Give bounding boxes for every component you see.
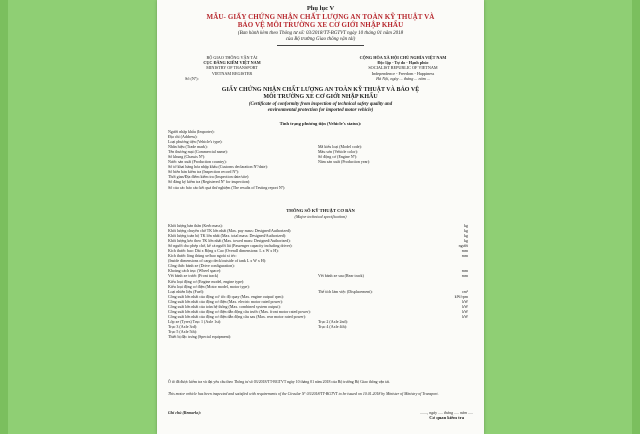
form-row-label: Khối lượng chuyên chở TK lớn nhất (Max. pay mass: Designed/Authorized):: [168, 228, 292, 234]
form-row-label: Nước sản xuất (Production country):: [168, 159, 227, 165]
form-row-label: Số đăng ký kiểm tra (Registered Nº for inspection):: [168, 179, 251, 185]
signature-block: [420, 410, 473, 420]
header-left-block: [167, 55, 297, 81]
remarks-label: Ghi chú (Remarks):: [168, 410, 202, 415]
certificate-title-en: [165, 102, 476, 114]
form-row-label: Số người cho phép chở, kể cả người lái (Passenger capacity including driver):: [168, 243, 293, 249]
form-row-unit: mm: [461, 253, 468, 259]
document-title-line2: BẢO VỆ MÔI TRƯỜNG XE CƠ GIỚI NHẬP KHẨU: [237, 21, 404, 29]
form-row-unit: kW: [462, 313, 468, 319]
certificate-title-line1: GIẤY CHỨNG NHẬN CHẤT LƯỢNG AN TOÀN KỸ THUẬT VÀ BẢO VỆ: [221, 87, 420, 93]
form-row-label: Công suất lớn nhất của động cơ điện (Max. electric motor rated power):: [168, 298, 283, 304]
form-row: [168, 185, 468, 190]
inspection-note-vi: Ô tô đã được kiểm tra và đạt yêu cầu theo Thông tư số 03/2018/TT-BGTVT ngày 10 tháng 01 năm 2018 của Bộ trưởng Bộ Giao thông vận tải.: [168, 380, 391, 384]
form-row-label: Số tờ khai hàng hóa nhập khẩu (Customs declaration Nº/date):: [168, 164, 268, 170]
spec-section-subheading: (Major technical specification): [294, 214, 347, 219]
spec-section-heading: THÔNG SỐ KỸ THUẬT CƠ BẢN: [286, 208, 355, 213]
status-rows: [168, 129, 468, 190]
issued-by-line1: (Ban hành kèm theo Thông tư số: 03/2018/TT-BGTVT ngày 10 tháng 01 năm 2018: [237, 31, 404, 36]
footer-signature: [168, 410, 473, 420]
republic-name-en: SOCIALIST REPUBLIC OF VIETNAM: [368, 65, 438, 71]
form-row-label: Kiểu loại động cơ (Engine model, engine type):: [168, 278, 245, 284]
issued-by-line2: của Bộ trưởng Giao thông vận tải): [285, 37, 356, 42]
form-row-label: Địa chỉ (Address):: [168, 134, 198, 140]
form-row-label-secondary: Mã kiểu loại (Model code):: [318, 144, 362, 150]
national-motto-en: Independence - Freedom - Happiness: [371, 70, 435, 76]
form-row-unit: cm³: [461, 288, 468, 294]
form-row-label-secondary: Số động cơ (Engine Nº):: [318, 154, 358, 160]
form-row-label-secondary: Vết bánh xe sau (Rear track): [318, 273, 364, 279]
header-right-block: [333, 55, 473, 81]
form-row-unit: mm: [461, 248, 468, 254]
form-row-label: Số khung (Chassis Nº):: [168, 154, 206, 160]
form-row-label: Công thức bánh xe (Drive configuration):: [168, 263, 235, 269]
form-row-label: Thời gian/Địa điểm kiểm tra (Inspection date/site):: [168, 174, 250, 180]
form-row-label: Thiết bị đặc trưng (Special equipment):: [168, 334, 232, 340]
form-row-unit: kW/rpm: [454, 293, 468, 299]
background-edge-right: [632, 0, 640, 434]
form-row-label: Công suất lớn nhất của động cơ/ tốc độ quay (Max. engine output/ rpm):: [168, 293, 284, 299]
national-motto: Độc lập - Tự do - Hạnh phúc: [377, 60, 429, 66]
form-row-label: Lốp xe (Tyres) Trục 1 (Axle 1st):: [168, 318, 222, 324]
background-edge-left: [0, 0, 8, 434]
inspection-authority: Cơ quan kiểm tra: [429, 415, 465, 420]
form-row-label: Loại nhiên liệu (Fuel):: [168, 288, 205, 294]
form-row-label: Trục 5 (Axle 5th):: [168, 328, 198, 334]
form-row-label: Khối lượng kéo theo TK lớn nhất (Max. towed mass: Designed/Authorized):: [168, 238, 291, 244]
register-name-en: VIETNAM REGISTER: [211, 70, 253, 76]
form-row-unit: kW: [462, 298, 468, 304]
appendix-label: Phụ lục V: [306, 5, 335, 12]
form-row: [168, 334, 468, 339]
form-row-unit: kg: [464, 238, 468, 244]
place-date: Hà Nội, ngày ... tháng ... năm ...: [376, 75, 430, 81]
form-row-unit: người: [458, 243, 468, 249]
form-row-label-secondary: Màu sơn (Vehicle color):: [318, 149, 358, 155]
form-row-label: Nhãn hiệu (Trade mark):: [168, 144, 208, 150]
form-row-unit: kg: [464, 228, 468, 234]
certificate-title-en-line1: (Certificate of conformity from inspection of technical safety quality and: [248, 102, 393, 107]
form-row-label: (Inside dimensions of cargo deck/outside of tank L x W x H):: [168, 258, 267, 264]
certificate-title-line2: MÔI TRƯỜNG XE CƠ GIỚI NHẬP KHẨU: [263, 94, 378, 100]
signature-date-line: ......., ngày ..... tháng ..... năm .....: [420, 410, 473, 415]
certificate-number: Số (Nº):: [185, 75, 199, 81]
form-row-label: Kích thước lòng thùng xe/bao ngoài xi téc:: [168, 253, 237, 259]
form-row-label: Công suất lớn nhất của động cơ điện dẫn động cầu sau (Max. rear motor rated power):: [168, 313, 307, 319]
form-row-label: Tên thương mại (Commercial name):: [168, 149, 228, 155]
form-row-unit: kW: [462, 303, 468, 309]
form-row-label: Công suất lớn nhất của toàn hệ thống (Max. combined system output):: [168, 303, 281, 309]
form-row-label-secondary: Thể tích làm việc (Displacement):: [318, 288, 373, 294]
republic-name: CỘNG HÒA XÃ HỘI CHỦ NGHĨA VIỆT NAM: [359, 55, 447, 60]
form-row-label: Loại phương tiện (Vehicle's type):: [168, 139, 223, 145]
form-row-label-secondary: Trục 2 (Axle 2nd):: [318, 318, 348, 324]
form-row-unit: kW: [462, 308, 468, 314]
certificate-title-en-line2: environmental protection for imported motor vehicle): [267, 108, 374, 113]
certificate-title: [165, 87, 476, 101]
register-name: CỤC ĐĂNG KIỂM VIỆT NAM: [203, 60, 261, 66]
form-row-unit: kg: [464, 233, 468, 239]
form-row-label: Khối lượng toàn bộ TK lớn nhất (Max. total mass: Designed/Authorized):: [168, 233, 287, 239]
form-row-unit: mm: [461, 273, 468, 279]
form-row-label-secondary: Năm sản xuất (Production year):: [318, 159, 371, 165]
form-row-unit: mm: [461, 268, 468, 274]
form-row-label: Trục 3 (Axle 3rd):: [168, 323, 198, 329]
document-title-line1: MẪU- GIẤY CHỨNG NHẬN CHẤT LƯỢNG AN TOÀN KỸ THUẬT VÀ: [206, 13, 435, 21]
form-row-label: Công suất lớn nhất của động cơ điện dẫn động cầu trước (Max. front motor rated power):: [168, 308, 311, 314]
inspection-note-en: This motor vehicle has been inspected and satisfied with requirements of the Circular Nº 03/2018/TT-BGTVT to be issued on 10.01.2018 by Minister of Ministry of Transport.: [168, 392, 439, 396]
form-row-unit: kg: [464, 223, 468, 228]
document-page: [157, 0, 484, 434]
form-row-label-secondary: Trục 4 (Axle 4th):: [318, 323, 348, 329]
form-row-label: Khoảng cách trục (Wheel space):: [168, 268, 222, 274]
ministry-name: BỘ GIAO THÔNG VẬN TẢI: [206, 55, 258, 60]
form-row-label: Kích thước bao: Dài x Rộng x Cao (Overall dimensions: L x W x H):: [168, 248, 279, 254]
ministry-name-en: MINISTRY OF TRANSPORT: [206, 65, 258, 71]
spec-rows: [168, 223, 468, 339]
form-row-label: Người nhập khẩu (Importer):: [168, 129, 215, 134]
form-row-label: Khối lượng bản thân (Kerb mass):: [168, 223, 223, 228]
form-row-label: Số của các báo cáo kết quả thử nghiệm (The results of Testing report Nº):: [168, 184, 286, 190]
header-divider: [277, 45, 364, 46]
form-row-label: Vết bánh xe trước (Front track): [168, 273, 219, 279]
form-row-label: Kiểu loại động cơ điện (Motor model, motor type):: [168, 283, 250, 289]
status-section-heading: Tình trạng phương tiện (Vehicle's status):: [279, 121, 362, 126]
form-row-label: Số biên bản kiểm tra (Inspection record Nº):: [168, 169, 239, 175]
